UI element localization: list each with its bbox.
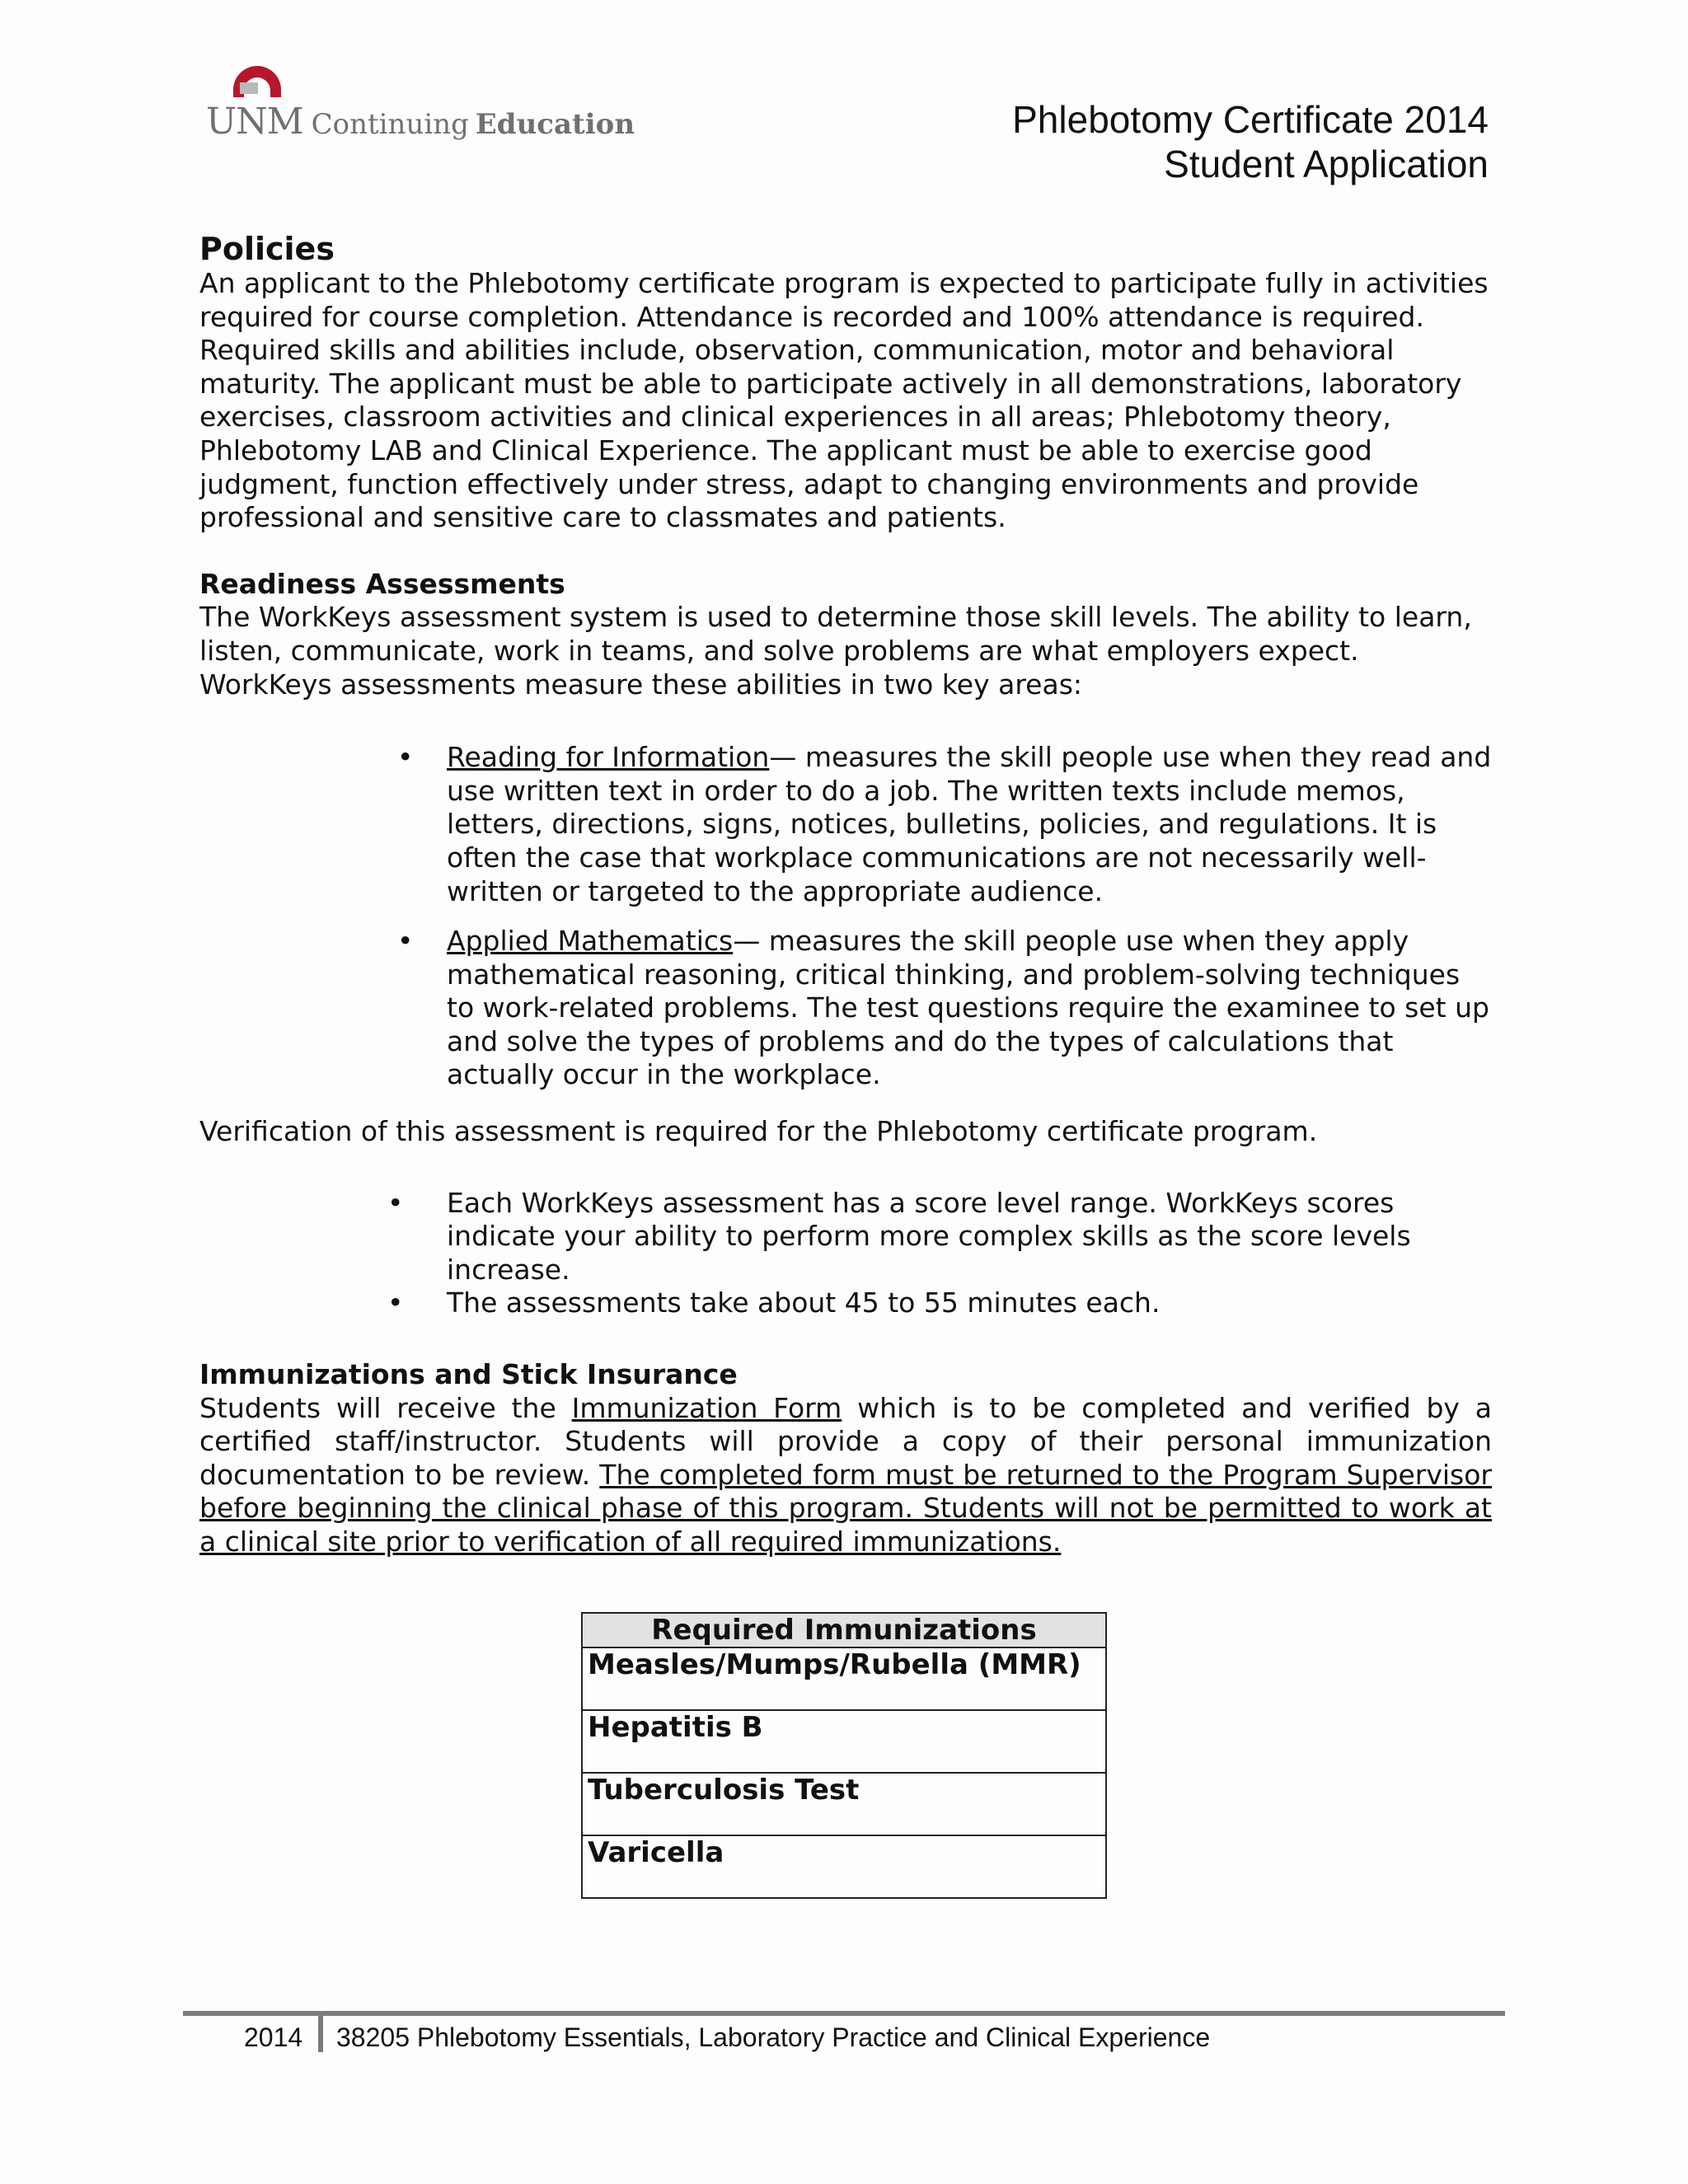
immunizations-text-after: which is to be completed and verified by a certified staff/instructor. Students will provide a copy of their personal immunization documentation to be review.: [199, 1391, 1492, 1491]
footer-course-title: 38205 Phlebotomy Essentials, Laboratory Practice and Clinical Experience: [336, 2022, 1211, 2052]
logo-wordmark: [206, 101, 635, 143]
document-title-line2: Student Application: [1164, 143, 1489, 185]
table-cell: Tuberculosis Test: [582, 1773, 1106, 1835]
logo-continuing: Continuing: [311, 108, 469, 141]
document-title-line1: Phlebotomy Certificate 2014: [1012, 98, 1489, 141]
immunizations-heading: Immunizations and Stick Insurance: [199, 1358, 738, 1391]
table-row: [582, 1835, 1106, 1898]
table-row: [582, 1647, 1106, 1710]
unm-continuing-education-logo: [206, 61, 635, 152]
footer-year: 2014: [244, 2022, 303, 2052]
logo-education: Education: [475, 108, 635, 141]
list-item: • Each WorkKeys assessment has a score level range. WorkKeys scores indicate your ability to perform more complex skills as the score levels increase.: [447, 1187, 1492, 1287]
document-body: [199, 231, 1492, 1559]
required-immunizations-table: [581, 1612, 1107, 1899]
footer-separator: [318, 2016, 323, 2052]
area-description: — measures the skill people use when they apply mathematical reasoning, critical thinking, and problem-solving techniques to work-related problems. The test questions require the examinee to set up and solve the types of problems and do the types of calculations that actually occur in the workplace.: [447, 925, 1489, 1091]
readiness-heading: Readiness Assessments: [199, 567, 565, 600]
table-cell: Hepatitis B: [582, 1710, 1106, 1773]
table-cell: Measles/Mumps/Rubella (MMR): [582, 1647, 1106, 1710]
list-item: [447, 741, 1492, 908]
policies-heading: Policies: [199, 231, 335, 267]
policies-paragraph: An applicant to the Phlebotomy certificate program is expected to participate fully in activities required for course completion. Attendance is recorded and 100% attendance is required. Required skills and abilities include, observation, communication, motor and behavioral maturity. The applicant must be able to participate actively in all demonstrations, laboratory exercises, classroom activities and clinical experiences in all areas; Phlebotomy theory, Phlebotomy LAB and Clinical Experience. The applicant must be able to exercise good judgment, function effectively under stress, adapt to changing environments and provide professional and sensitive care to classmates and patients.: [199, 267, 1489, 534]
logo-building-icon: [240, 82, 258, 94]
area-description: — measures the skill people use when they read and use written text in order to do a job. The written texts include memos, letters, directions, signs, notices, bulletins, policies, and regulations. It is often the case that workplace communications are not necessarily well-written or targeted to the appropriate audience.: [447, 741, 1492, 907]
immunizations-paragraph: [199, 1392, 1492, 1559]
assessment-notes-list: [199, 1187, 1492, 1320]
immunizations-text-before: Students will receive the: [199, 1391, 572, 1424]
immunizations-requirement-note: The completed form must be returned to the Program Supervisor before beginning the clinical phase of this program. Students will not be permitted to work at a clinical site prior to verification of all required immunizations.: [199, 1458, 1492, 1558]
area-title: Applied Mathematics: [447, 925, 734, 958]
table-row: [582, 1773, 1106, 1835]
table-cell: Varicella: [582, 1835, 1106, 1898]
document-title: [1012, 97, 1489, 186]
table-row: [582, 1710, 1106, 1773]
immunization-form-link[interactable]: Immunization Form: [571, 1391, 842, 1424]
table-header: Required Immunizations: [582, 1613, 1106, 1647]
logo-unm: UNM: [206, 101, 303, 143]
list-item: • The assessments take about 45 to 55 minutes each.: [447, 1286, 1492, 1320]
table-header-row: [582, 1613, 1106, 1647]
list-item: [447, 925, 1492, 1092]
workkeys-areas-list: [199, 741, 1492, 1092]
area-title: Reading for Information: [447, 741, 770, 774]
footer-divider: [183, 2011, 1505, 2016]
readiness-intro: The WorkKeys assessment system is used to determine those skill levels. The ability to learn, listen, communicate, work in teams, and solve problems are what employers expect. WorkKeys assessments measure these abilities in two key areas:: [199, 601, 1472, 701]
verification-paragraph: Verification of this assessment is required for the Phlebotomy certificate program.: [199, 1115, 1318, 1148]
